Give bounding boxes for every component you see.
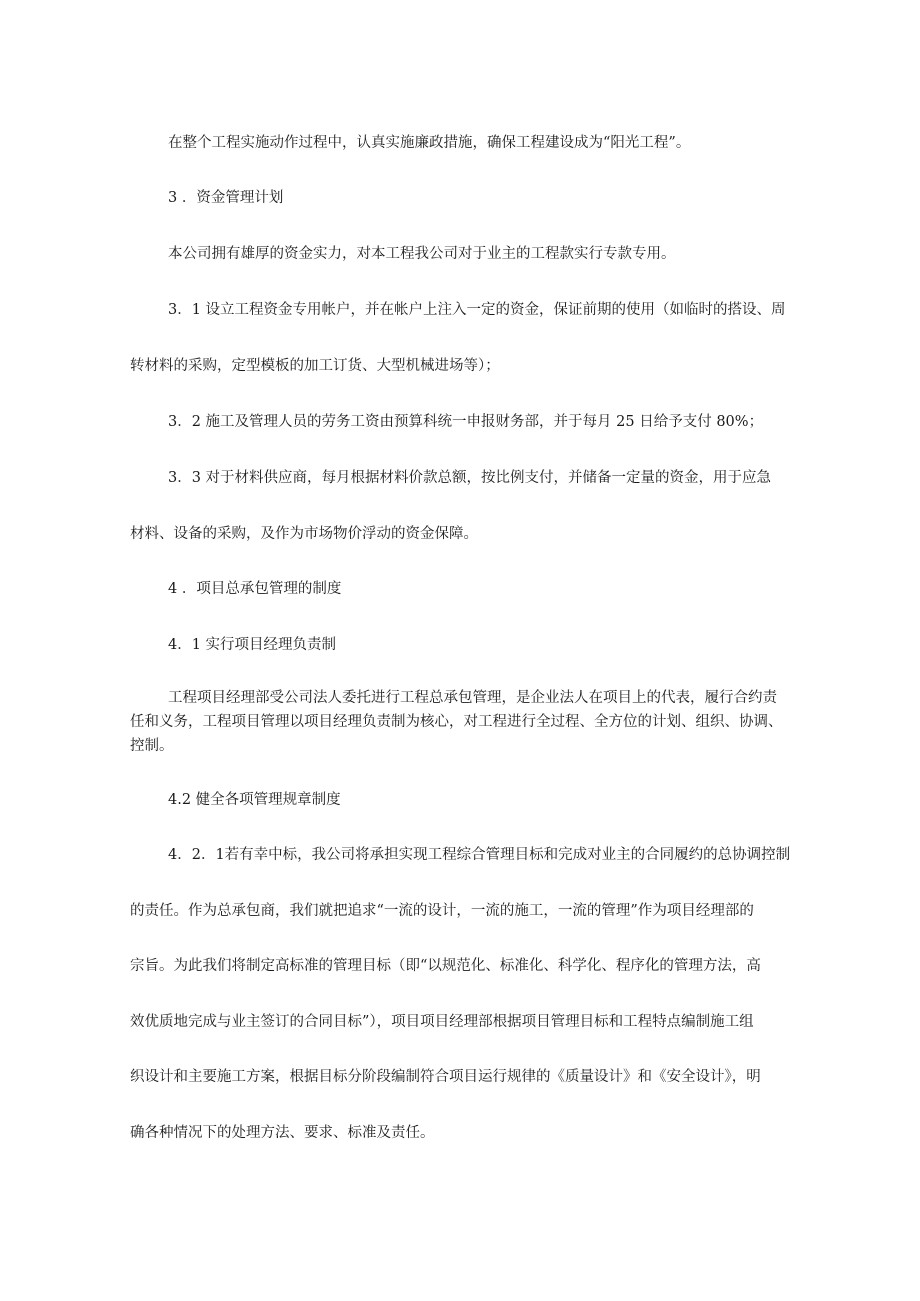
paragraph-line: 材料、设备的采购，及作为市场物价浮动的资金保障。 (130, 526, 478, 542)
section-heading: 4 ．项目总承包管理的制度 (168, 581, 342, 597)
paragraph-line: 在整个工程实施动作过程中，认真实施廉政措施，确保工程建设成为“阳光工程”。 (168, 135, 691, 151)
paragraph-line: 转材料的采购，定型模板的加工订货、大型机械进场等）； (130, 358, 500, 374)
paragraph-line: 任和义务，工程项目管理以项目经理负责制为核心，对工程进行全过程、全方位的计划、组织、协调、 (130, 714, 783, 730)
paragraph-line: 3．1 设立工程资金专用帐户，并在帐户上注入一定的资金，保证前期的使用（如临时的搭设、周 (168, 302, 786, 318)
paragraph-line: 织设计和主要施工方案，根据目标分阶段编制符合项目运行规律的《质量设计》和《安全设计》，明 (130, 1069, 761, 1085)
paragraph-line: 4．2．1若有幸中标，我公司将承担实现工程综合管理目标和完成对业主的合同履约的总协调控制 (168, 847, 791, 863)
paragraph-line: 宗旨。为此我们将制定高标准的管理目标（即“以规范化、标准化、科学化、程序化的管理方法，高 (130, 958, 761, 974)
paragraph-line: 3．3 对于材料供应商，每月根据材料价款总额，按比例支付，并储备一定量的资金，用于应急 (168, 470, 772, 486)
paragraph-line: 3．2 施工及管理人员的劳务工资由预算科统一申报财务部，并于每月 25 日给予支付 80%； (168, 414, 764, 430)
subsection-heading: 4．1 实行项目经理负责制 (168, 637, 337, 653)
paragraph-line: 效优质地完成与业主签订的合同目标”），项目项目经理部根据项目管理目标和工程特点编制施工组 (130, 1014, 754, 1030)
paragraph-line: 控制。 (130, 738, 174, 754)
subsection-heading: 4.2 健全各项管理规章制度 (168, 792, 341, 808)
section-heading: 3 ．资金管理计划 (168, 190, 284, 206)
paragraph-line: 本公司拥有雄厚的资金实力，对本工程我公司对于业主的工程款实行专款专用。 (168, 246, 676, 262)
paragraph-line: 的责任。作为总承包商，我们就把追求“一流的设计，一流的施工，一流的管理”作为项目经理部的 (130, 903, 754, 919)
paragraph-line: 确各种情况下的处理方法、要求、标准及责任。 (130, 1125, 435, 1141)
paragraph-line: 工程项目经理部受公司法人委托进行工程总承包管理，是企业法人在项目上的代表，履行合约责 (168, 690, 777, 706)
